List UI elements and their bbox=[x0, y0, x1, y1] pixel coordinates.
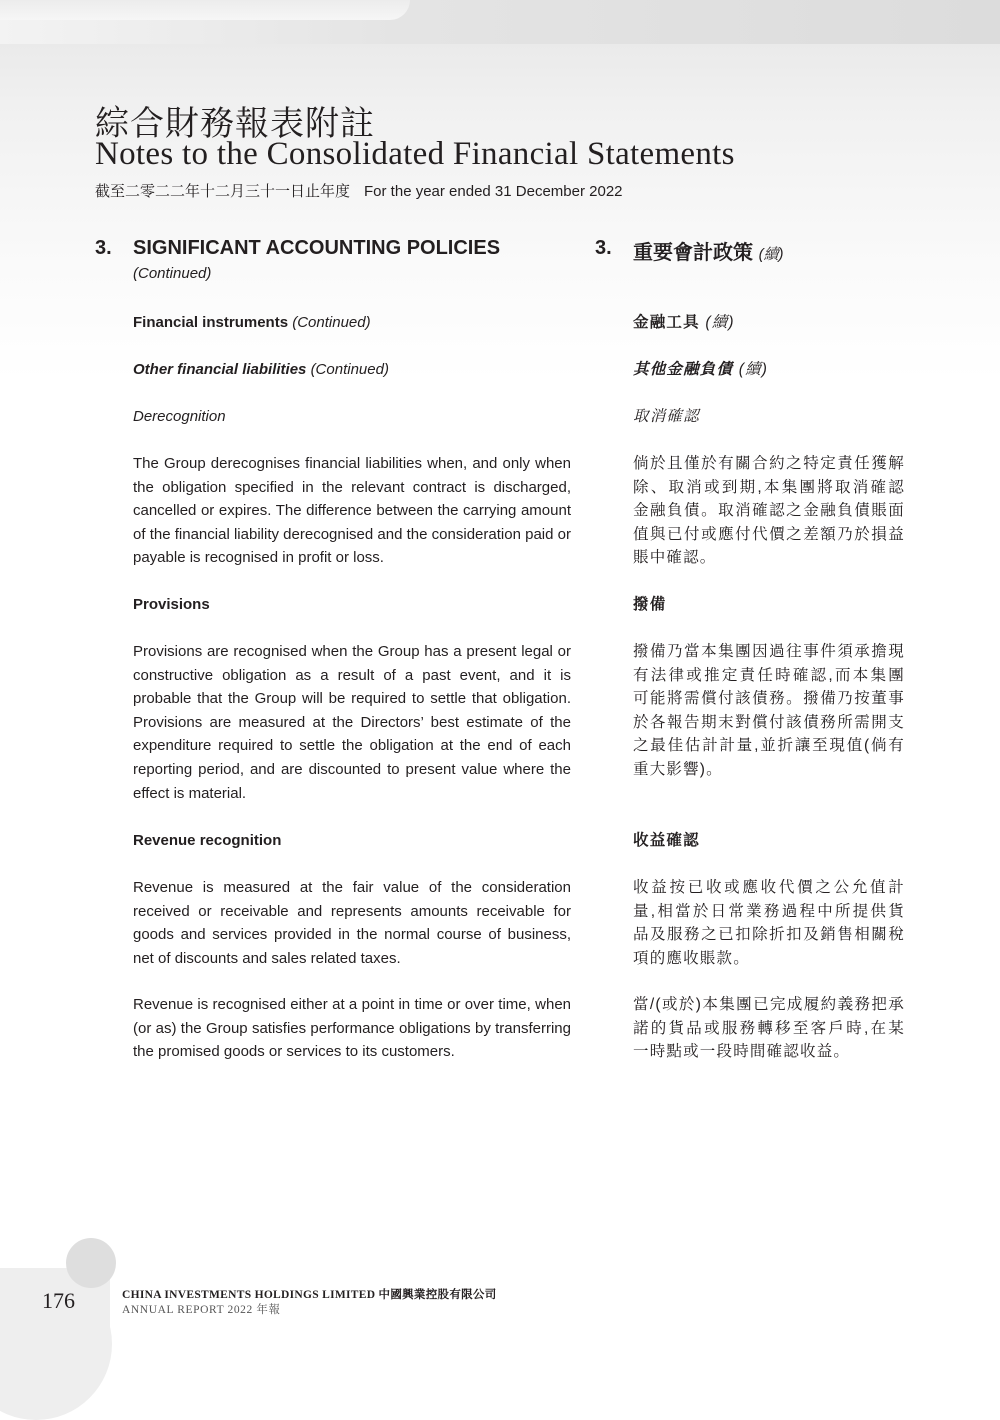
derecognition-heading-en: Derecognition bbox=[133, 408, 226, 425]
provisions-heading-zh: 撥備 bbox=[633, 596, 667, 613]
footer-decor-dot bbox=[66, 1238, 116, 1288]
section-number-en: 3. bbox=[95, 237, 112, 259]
period-subtitle bbox=[95, 180, 623, 201]
derecognition-paragraph-zh: 倘於且僅於有關合約之特定責任獲解除、取消或到期,本集團將取消確認金融負債。取消確認之金融負債賬面值與已付或應付代價之差額乃於損益賬中確認。 bbox=[633, 455, 905, 567]
other-liab-heading-en bbox=[133, 358, 571, 382]
page-title-zh: 綜合財務報表附註 bbox=[95, 104, 375, 144]
other-liab-label-zh: 其他金融負債 bbox=[633, 361, 734, 378]
provisions-paragraph-en: Provisions are recognised when the Group has a present legal or constructive obligation as a result of a past event, and it is probable that the Group will be required to settle that obligation. Provisions are measured at the Directors’ best estimate of the expenditure required to settle the obligation at the end of each reporting period, and are discounted to present value where the effect is material. bbox=[133, 643, 571, 802]
footer-company-name: CHINA INVESTMENTS HOLDINGS LIMITED 中國興業控股有限公司 bbox=[122, 1289, 497, 1301]
derecognition-paragraph-en: The Group derecognises financial liabilities when, and only when the obligation specified in the relevant contract is discharged, cancelled or expires. The difference between the carrying amount of the financial liability derecognised and the consideration paid or payable is recognised in profit or loss. bbox=[133, 455, 571, 567]
revenue-heading-en: Revenue recognition bbox=[133, 832, 282, 849]
footer-report-name: ANNUAL REPORT 2022 年報 bbox=[122, 1304, 281, 1316]
provisions-heading-en: Provisions bbox=[133, 596, 210, 613]
revenue-heading-zh: 收益確認 bbox=[633, 832, 700, 849]
page-title-en: Notes to the Consolidated Financial Statements bbox=[95, 136, 735, 172]
fin-instruments-heading-zh bbox=[633, 311, 905, 335]
revenue-paragraph-1-zh: 收益按已收或應收代價之公允值計量,相當於日常業務過程中所提供貨品及服務之已扣除折扣及銷售相關稅項的應收賬款。 bbox=[633, 879, 905, 967]
page-number: 176 bbox=[42, 1288, 75, 1313]
fin-instruments-label-en: Financial instruments bbox=[133, 314, 289, 331]
fin-instruments-cont-zh: (續) bbox=[705, 314, 735, 331]
fin-instruments-heading-en bbox=[133, 311, 571, 335]
section-title-en: SIGNIFICANT ACCOUNTING POLICIES bbox=[133, 237, 501, 259]
revenue-paragraph-2-en: Revenue is recognised either at a point in time or over time, when (or as) the Group satisfies performance obligations by transferring the promised goods or services to its customers. bbox=[133, 996, 571, 1061]
section-title-zh bbox=[633, 236, 784, 265]
top-tab-shape bbox=[0, 0, 410, 20]
revenue-paragraph-1-en: Revenue is measured at the fair value of the consideration received or receivable and represents amounts receivable for goods and services provided in the normal course of business, net of discounts and sales related taxes. bbox=[133, 879, 571, 967]
revenue-paragraph-2-zh: 當/(或於)本集團已完成履約義務把承諾的貨品或服務轉移至客戶時,在某一時點或一段時間確認收益。 bbox=[633, 996, 905, 1061]
section-continued-zh: (續) bbox=[758, 246, 784, 263]
fin-instruments-cont-en: (Continued) bbox=[292, 314, 371, 331]
provisions-paragraph-zh: 撥備乃當本集團因過往事件須承擔現有法律或推定責任時確認,而本集團可能將需償付該債務。撥備乃按董事於各報告期末對償付該債務所需開支之最佳估計計量,並折讓至現值(倘有重大影響)。 bbox=[633, 643, 905, 778]
derecognition-heading-zh: 取消確認 bbox=[633, 408, 700, 425]
other-liab-cont-zh: (續) bbox=[738, 361, 769, 378]
other-liab-heading-zh bbox=[633, 358, 905, 382]
other-liab-label-en: Other financial liabilities bbox=[133, 361, 307, 378]
section-continued-en: (Continued) bbox=[133, 265, 212, 282]
period-zh: 截至二零二二年十二月三十一日止年度 bbox=[95, 183, 351, 200]
period-en: For the year ended 31 December 2022 bbox=[364, 183, 623, 200]
fin-instruments-label-zh: 金融工具 bbox=[633, 314, 700, 331]
section-title-zh-text: 重要會計政策 bbox=[633, 242, 753, 264]
section-number-zh: 3. bbox=[595, 237, 612, 259]
other-liab-cont-en: (Continued) bbox=[310, 361, 389, 378]
